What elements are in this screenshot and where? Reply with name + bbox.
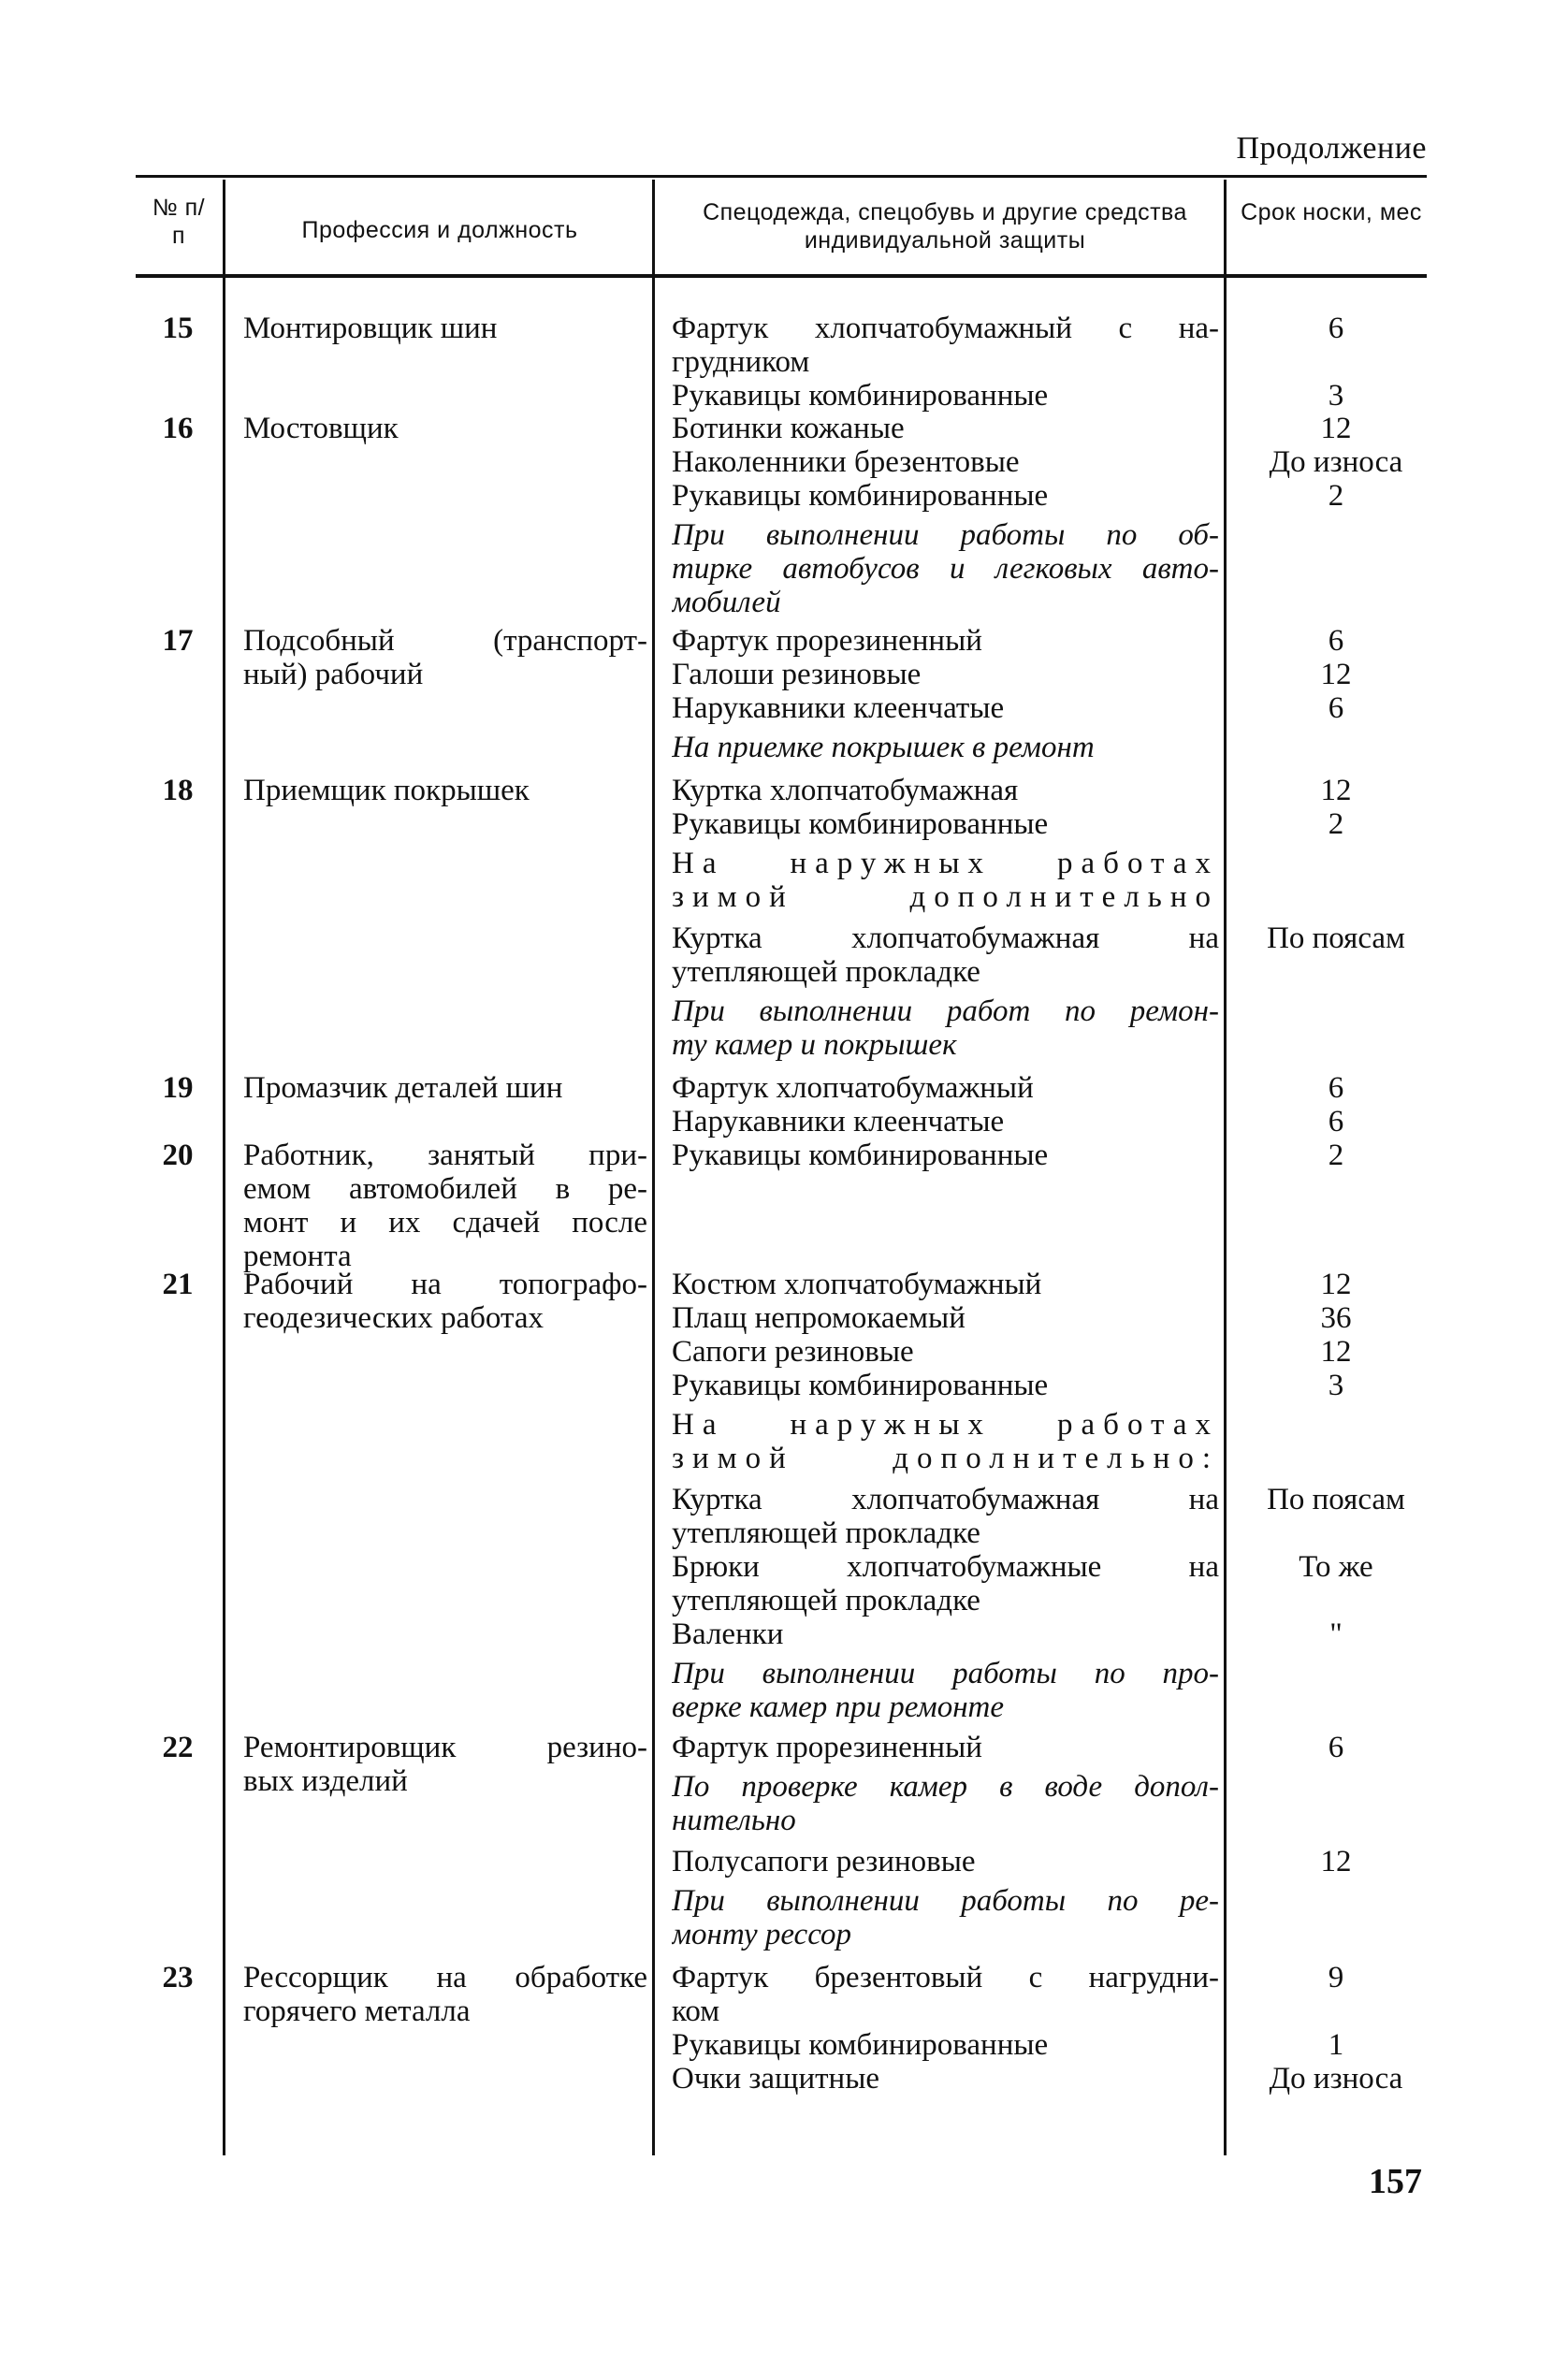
term-text: 3 [1328,379,1344,413]
equipment-line: Плащ непромокаемый [672,1301,965,1335]
profession-line: геодезических работах [243,1301,544,1335]
term-value [1233,1845,1439,1878]
note-line: зимой дополнительно [672,880,1219,914]
profession-cell [243,1071,647,1105]
term-text: 6 [1328,691,1344,725]
term-value [1233,691,1439,725]
equipment-line: утепляющей прокладке [672,955,980,989]
term-value [1233,1369,1439,1402]
profession-line: Рессорщик на обработке [243,1961,647,1994]
note-line: На приемке покрышек в ремонт [672,731,1095,764]
item-note [672,1770,1219,1837]
profession-line: монт и их сдачей после [243,1206,647,1240]
note-line: На наружных работах [672,847,1219,880]
equipment-line: Нарукавники клеенчатые [672,691,1005,725]
equipment-item [672,1071,1219,1105]
profession-cell [243,1138,647,1273]
table-top-rule [136,175,1427,178]
profession-line: ный) рабочий [243,658,424,691]
equipment-item [672,658,1219,691]
term-text: 2 [1328,807,1344,841]
term-text: 12 [1320,658,1352,691]
equipment-item [672,1483,1219,1550]
equipment-item [672,1335,1219,1369]
note-line: При выполнении работы по ре- [672,1884,1219,1918]
term-value [1233,1335,1439,1369]
row-number: 19 [162,1071,194,1105]
header-number: № п/п [152,195,206,249]
term-value [1233,445,1439,479]
term-text: 36 [1320,1301,1352,1335]
term-text: До износа [1269,2062,1403,2096]
equipment-line: Фартук хлопчатобумажный [672,1071,1034,1105]
note-line: тирке автобусов и легковых авто- [672,552,1219,586]
term-value [1233,412,1439,445]
equipment-item [672,691,1219,725]
term-text: 1 [1328,2028,1344,2062]
note-line: По проверке камер в воде допол- [672,1770,1219,1804]
profession-line: Подсобный (транспорт- [243,624,647,658]
profession-line: Мостовщик [243,412,399,445]
equipment-item [672,1550,1219,1617]
note-line: При выполнении работы по про- [672,1657,1219,1690]
term-value [1233,658,1439,691]
column-divider-3 [1224,180,1227,2155]
equipment-line: Полусапоги резиновые [672,1845,976,1878]
equipment-item [672,445,1219,479]
equipment-item [672,807,1219,841]
equipment-line: утепляющей прокладке [672,1584,980,1617]
term-text: То же [1299,1550,1373,1584]
term-text: 6 [1328,624,1344,658]
term-text: 6 [1328,1731,1344,1764]
equipment-item [672,1845,1219,1878]
term-value [1233,1961,1439,1994]
equipment-item [672,2062,1219,2096]
profession-cell [243,1731,647,1798]
item-note [672,1408,1219,1475]
profession-cell [243,774,647,807]
row-number: 22 [162,1731,194,1764]
term-value [1233,2062,1439,2096]
equipment-item [672,624,1219,658]
profession-line: вых изделий [243,1764,408,1798]
profession-cell [243,624,647,691]
equipment-line: Куртка хлопчатобумажная на [672,921,1219,955]
equipment-line: Сапоги резиновые [672,1335,914,1369]
equipment-line: Рукавицы комбинированные [672,479,1049,513]
profession-cell [243,312,647,345]
term-text: 6 [1328,1105,1344,1138]
term-text: По поясам [1267,921,1405,955]
term-value [1233,1105,1439,1138]
item-note [672,731,1219,764]
note-line: При выполнении работы по об- [672,518,1219,552]
equipment-item [672,412,1219,445]
profession-line: Монтировщик шин [243,312,498,345]
row-number: 17 [162,624,194,658]
equipment-line: Рукавицы комбинированные [672,1138,1049,1172]
term-value [1233,774,1439,807]
row-number: 20 [162,1138,194,1172]
equipment-line: Валенки [672,1617,784,1651]
equipment-item [672,921,1219,989]
equipment-line: Брюки хлопчатобумажные на [672,1550,1219,1584]
term-value [1233,1550,1439,1584]
term-value [1233,1617,1439,1651]
term-value [1233,1268,1439,1301]
term-value [1233,479,1439,513]
equipment-item [672,1268,1219,1301]
term-value [1233,1071,1439,1105]
equipment-line: Рукавицы комбинированные [672,807,1049,841]
item-note [672,1657,1219,1724]
profession-line: Рабочий на топографо- [243,1268,647,1301]
note-line: На наружных работах [672,1408,1219,1442]
note-line: При выполнении работ по ремон- [672,994,1219,1028]
row-number: 21 [162,1268,194,1301]
equipment-line: грудником [672,345,810,379]
term-text: До износа [1269,445,1403,479]
profession-line: горячего металла [243,1994,471,2028]
equipment-line: Ботинки кожаные [672,412,905,445]
equipment-line: Фартук прорезиненный [672,1731,982,1764]
term-value [1233,807,1439,841]
equipment-item [672,1617,1219,1651]
equipment-line: ком [672,1994,720,2028]
term-text: 2 [1328,479,1344,513]
term-text: " [1329,1617,1343,1651]
profession-line: ремонта [243,1240,352,1273]
header-bottom-rule [136,274,1427,278]
term-value [1233,2028,1439,2062]
profession-line: Приемщик покрышек [243,774,530,807]
equipment-line: Куртка хлопчатобумажная на [672,1483,1219,1516]
header-term: Срок носки, мес [1241,199,1422,225]
equipment-item [672,479,1219,513]
term-text: 2 [1328,1138,1344,1172]
equipment-line: Нарукавники клеенчатые [672,1105,1005,1138]
header-profession: Профессия и должность [301,217,578,243]
term-value [1233,1483,1439,1516]
note-line: монту рессор [672,1918,852,1951]
equipment-item [672,1961,1219,2028]
item-note [672,994,1219,1062]
header-equipment: Спецодежда, спецобувь и другие средства индивидуальной защиты [703,199,1187,254]
equipment-item [672,379,1219,413]
term-value [1233,1731,1439,1764]
equipment-line: Фартук брезентовый с нагрудни- [672,1961,1219,1994]
equipment-line: Галоши резиновые [672,658,922,691]
row-number: 18 [162,774,194,807]
equipment-line: утепляющей прокладке [672,1516,980,1550]
equipment-item [672,1301,1219,1335]
equipment-line: Очки защитные [672,2062,880,2096]
term-text: 6 [1328,1071,1344,1105]
term-value [1233,1301,1439,1335]
term-text: 6 [1328,312,1344,345]
equipment-line: Рукавицы комбинированные [672,379,1049,413]
item-note [672,518,1219,619]
column-divider-2 [652,180,655,2155]
equipment-item [672,312,1219,379]
continuation-label: Продолжение [1236,131,1427,166]
term-text: 12 [1320,1335,1352,1369]
equipment-line: Рукавицы комбинированные [672,2028,1049,2062]
term-text: 12 [1320,1268,1352,1301]
equipment-item [672,1731,1219,1764]
equipment-item [672,1105,1219,1138]
profession-cell [243,412,647,445]
profession-line: Промазчик деталей шин [243,1071,563,1105]
profession-cell [243,1268,647,1335]
row-number: 16 [162,412,194,445]
note-line: мобилей [672,586,781,619]
profession-line: Работник, занятый при- [243,1138,647,1172]
profession-line: емом автомобилей в ре- [243,1172,647,1206]
equipment-line: Куртка хлопчатобумажная [672,774,1019,807]
item-note [672,847,1219,914]
term-value [1233,921,1439,955]
equipment-item [672,1138,1219,1172]
term-text: 3 [1328,1369,1344,1402]
equipment-line: Фартук прорезиненный [672,624,982,658]
row-number: 15 [162,312,194,345]
note-line: зимой дополнительно: [672,1442,1219,1475]
equipment-item [672,774,1219,807]
note-line: верке камер при ремонте [672,1690,1005,1724]
equipment-line: Костюм хлопчатобумажный [672,1268,1042,1301]
term-text: 9 [1328,1961,1344,1994]
item-note [672,1884,1219,1951]
equipment-line: Фартук хлопчатобумажный с на- [672,312,1219,345]
term-value [1233,1138,1439,1172]
equipment-item [672,1369,1219,1402]
term-text: 12 [1320,774,1352,807]
term-value [1233,624,1439,658]
row-number: 23 [162,1961,194,1994]
term-text: 12 [1320,412,1352,445]
term-text: 12 [1320,1845,1352,1878]
term-text: По поясам [1267,1483,1405,1516]
note-line: ту камер и покрышек [672,1028,957,1062]
page-number: 157 [1369,2162,1422,2201]
note-line: нительно [672,1804,796,1837]
profession-cell [243,1961,647,2028]
equipment-line: Рукавицы комбинированные [672,1369,1049,1402]
term-value [1233,379,1439,413]
equipment-item [672,2028,1219,2062]
equipment-line: Наколенники брезентовые [672,445,1020,479]
profession-line: Ремонтировщик резино- [243,1731,647,1764]
term-value [1233,312,1439,345]
